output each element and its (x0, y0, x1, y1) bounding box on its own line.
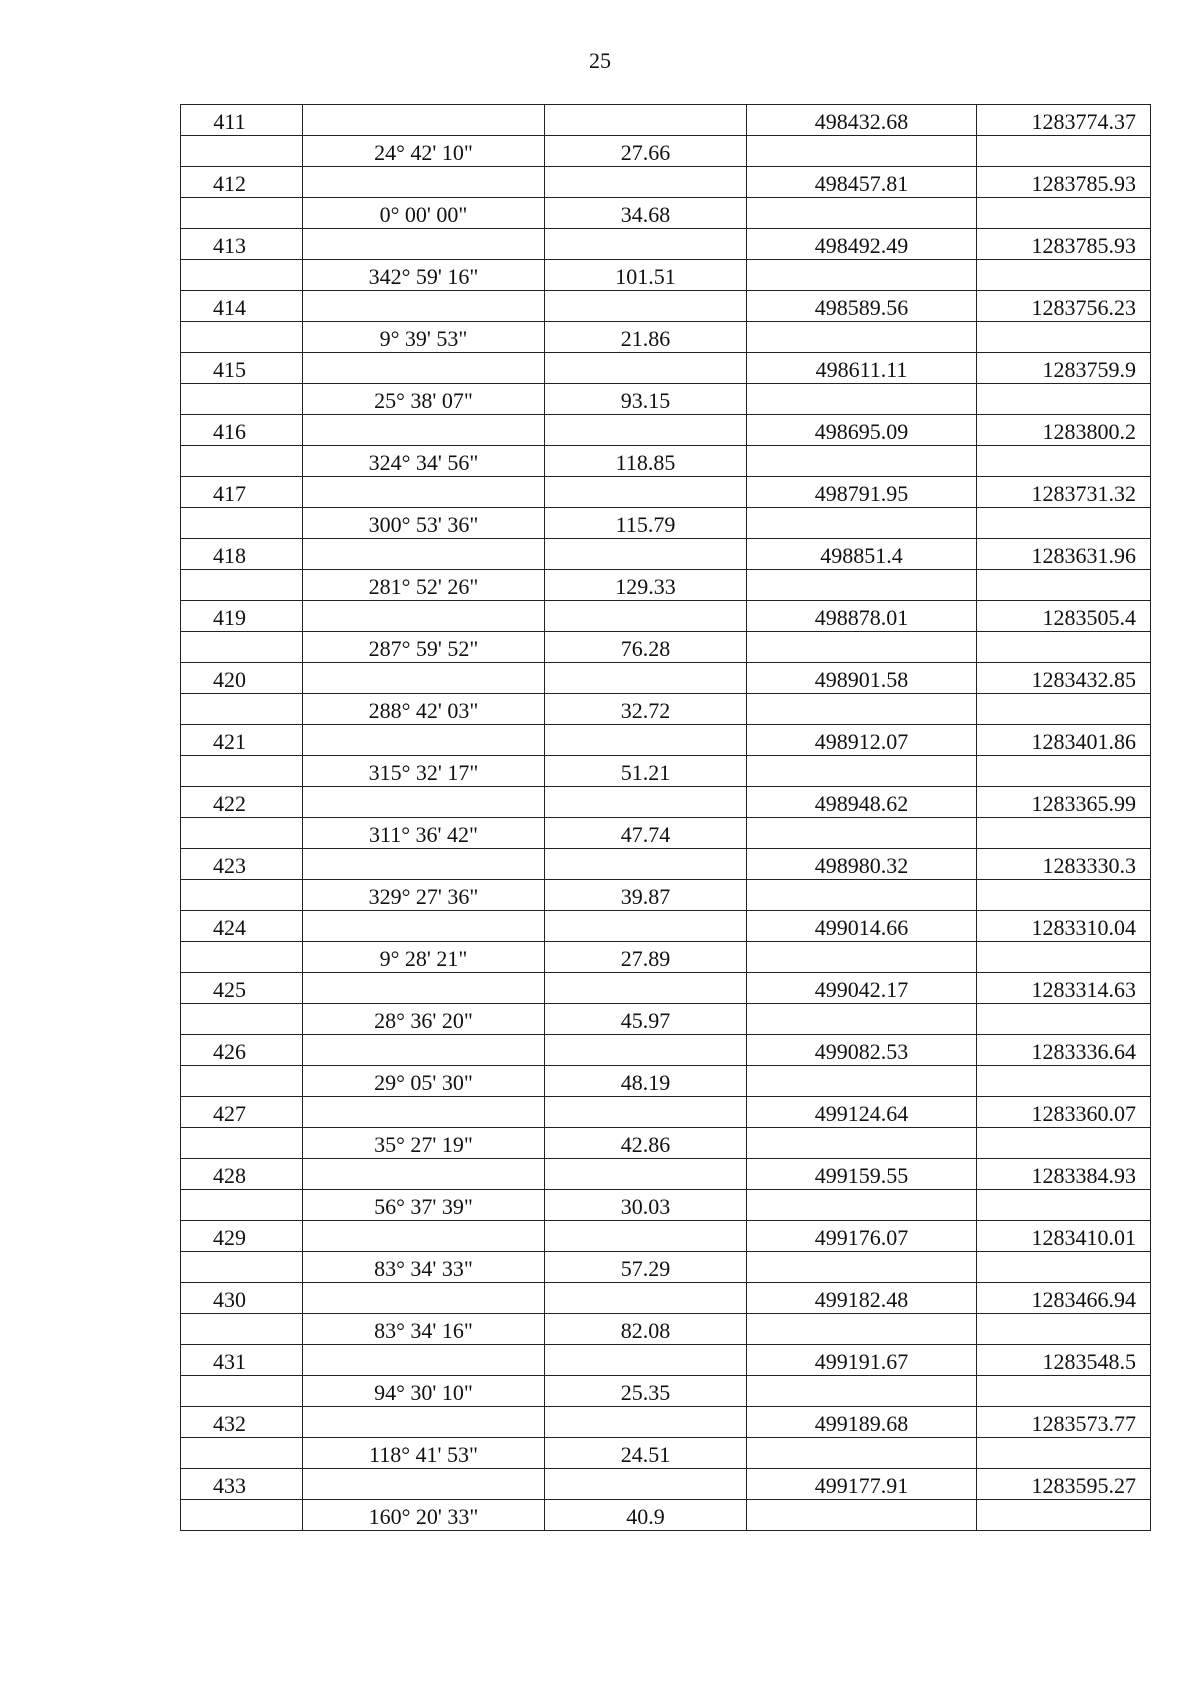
y-coordinate-cell (977, 880, 1151, 911)
x-coordinate-cell: 499042.17 (747, 973, 977, 1004)
point-row (181, 1407, 1151, 1438)
distance-cell: 47.74 (545, 818, 747, 849)
x-coordinate-cell: 498980.32 (747, 849, 977, 880)
point-number-cell: 421 (181, 725, 303, 756)
y-coordinate-cell: 1283631.96 (977, 539, 1151, 570)
y-coordinate-cell: 1283785.93 (977, 167, 1151, 198)
point-number-cell (181, 1500, 303, 1531)
angle-cell (303, 911, 545, 942)
angle-cell: 24° 42' 10" (303, 136, 545, 167)
distance-cell (545, 1097, 747, 1128)
segment-row (181, 1376, 1151, 1407)
y-coordinate-cell (977, 694, 1151, 725)
coordinates-table-body (181, 105, 1151, 1531)
y-coordinate-cell: 1283310.04 (977, 911, 1151, 942)
angle-cell: 287° 59' 52" (303, 632, 545, 663)
angle-cell (303, 849, 545, 880)
segment-row (181, 694, 1151, 725)
x-coordinate-cell: 499159.55 (747, 1159, 977, 1190)
angle-cell: 56° 37' 39" (303, 1190, 545, 1221)
angle-cell (303, 1345, 545, 1376)
segment-row (181, 322, 1151, 353)
x-coordinate-cell (747, 1004, 977, 1035)
y-coordinate-cell (977, 1066, 1151, 1097)
angle-cell (303, 415, 545, 446)
y-coordinate-cell: 1283731.32 (977, 477, 1151, 508)
distance-cell: 48.19 (545, 1066, 747, 1097)
x-coordinate-cell (747, 508, 977, 539)
distance-cell (545, 229, 747, 260)
angle-cell (303, 1159, 545, 1190)
y-coordinate-cell (977, 1314, 1151, 1345)
point-number-cell: 427 (181, 1097, 303, 1128)
point-number-cell (181, 880, 303, 911)
point-row (181, 415, 1151, 446)
point-number-cell (181, 384, 303, 415)
angle-cell (303, 1035, 545, 1066)
y-coordinate-cell (977, 198, 1151, 229)
distance-cell (545, 291, 747, 322)
angle-cell (303, 1283, 545, 1314)
point-number-cell: 415 (181, 353, 303, 384)
point-number-cell (181, 1066, 303, 1097)
y-coordinate-cell: 1283330.3 (977, 849, 1151, 880)
point-number-cell: 414 (181, 291, 303, 322)
angle-cell: 83° 34' 16" (303, 1314, 545, 1345)
point-number-cell: 429 (181, 1221, 303, 1252)
y-coordinate-cell: 1283573.77 (977, 1407, 1151, 1438)
segment-row (181, 756, 1151, 787)
x-coordinate-cell: 499191.67 (747, 1345, 977, 1376)
x-coordinate-cell (747, 1066, 977, 1097)
y-coordinate-cell: 1283800.2 (977, 415, 1151, 446)
angle-cell (303, 477, 545, 508)
segment-row (181, 1190, 1151, 1221)
distance-cell: 76.28 (545, 632, 747, 663)
point-row (181, 1283, 1151, 1314)
y-coordinate-cell: 1283548.5 (977, 1345, 1151, 1376)
segment-row (181, 570, 1151, 601)
distance-cell: 42.86 (545, 1128, 747, 1159)
x-coordinate-cell (747, 632, 977, 663)
point-row (181, 477, 1151, 508)
distance-cell: 30.03 (545, 1190, 747, 1221)
distance-cell: 129.33 (545, 570, 747, 601)
segment-row (181, 384, 1151, 415)
point-number-cell (181, 322, 303, 353)
distance-cell: 25.35 (545, 1376, 747, 1407)
distance-cell: 27.89 (545, 942, 747, 973)
x-coordinate-cell (747, 322, 977, 353)
x-coordinate-cell: 498457.81 (747, 167, 977, 198)
point-number-cell: 426 (181, 1035, 303, 1066)
angle-cell (303, 539, 545, 570)
x-coordinate-cell: 499014.66 (747, 911, 977, 942)
angle-cell (303, 1221, 545, 1252)
y-coordinate-cell: 1283759.9 (977, 353, 1151, 384)
x-coordinate-cell (747, 446, 977, 477)
x-coordinate-cell (747, 198, 977, 229)
point-number-cell: 417 (181, 477, 303, 508)
x-coordinate-cell (747, 1190, 977, 1221)
point-row (181, 229, 1151, 260)
point-number-cell (181, 694, 303, 725)
x-coordinate-cell (747, 1128, 977, 1159)
x-coordinate-cell: 499177.91 (747, 1469, 977, 1500)
segment-row (181, 1004, 1151, 1035)
segment-row (181, 508, 1151, 539)
distance-cell: 115.79 (545, 508, 747, 539)
y-coordinate-cell: 1283432.85 (977, 663, 1151, 694)
y-coordinate-cell (977, 1500, 1151, 1531)
x-coordinate-cell: 499176.07 (747, 1221, 977, 1252)
point-number-cell: 412 (181, 167, 303, 198)
angle-cell (303, 167, 545, 198)
point-row (181, 1035, 1151, 1066)
angle-cell: 35° 27' 19" (303, 1128, 545, 1159)
x-coordinate-cell (747, 136, 977, 167)
x-coordinate-cell (747, 942, 977, 973)
angle-cell (303, 787, 545, 818)
x-coordinate-cell (747, 384, 977, 415)
distance-cell: 51.21 (545, 756, 747, 787)
y-coordinate-cell (977, 1252, 1151, 1283)
distance-cell (545, 1345, 747, 1376)
y-coordinate-cell (977, 260, 1151, 291)
y-coordinate-cell (977, 756, 1151, 787)
angle-cell: 118° 41' 53" (303, 1438, 545, 1469)
distance-cell (545, 1469, 747, 1500)
distance-cell: 39.87 (545, 880, 747, 911)
point-number-cell (181, 198, 303, 229)
point-number-cell (181, 570, 303, 601)
angle-cell (303, 1469, 545, 1500)
angle-cell (303, 291, 545, 322)
x-coordinate-cell: 498611.11 (747, 353, 977, 384)
y-coordinate-cell: 1283466.94 (977, 1283, 1151, 1314)
y-coordinate-cell (977, 1376, 1151, 1407)
distance-cell (545, 1035, 747, 1066)
y-coordinate-cell (977, 818, 1151, 849)
distance-cell: 27.66 (545, 136, 747, 167)
distance-cell: 118.85 (545, 446, 747, 477)
x-coordinate-cell: 499082.53 (747, 1035, 977, 1066)
angle-cell: 160° 20' 33" (303, 1500, 545, 1531)
x-coordinate-cell: 498901.58 (747, 663, 977, 694)
point-number-cell (181, 632, 303, 663)
distance-cell (545, 601, 747, 632)
y-coordinate-cell (977, 322, 1151, 353)
y-coordinate-cell: 1283314.63 (977, 973, 1151, 1004)
coordinates-table (180, 104, 1151, 1531)
segment-row (181, 1314, 1151, 1345)
point-row (181, 1345, 1151, 1376)
angle-cell: 324° 34' 56" (303, 446, 545, 477)
point-number-cell: 420 (181, 663, 303, 694)
y-coordinate-cell (977, 1190, 1151, 1221)
y-coordinate-cell: 1283365.99 (977, 787, 1151, 818)
y-coordinate-cell: 1283785.93 (977, 229, 1151, 260)
distance-cell (545, 539, 747, 570)
distance-cell (545, 1221, 747, 1252)
angle-cell: 288° 42' 03" (303, 694, 545, 725)
x-coordinate-cell: 499124.64 (747, 1097, 977, 1128)
x-coordinate-cell: 498791.95 (747, 477, 977, 508)
y-coordinate-cell (977, 384, 1151, 415)
x-coordinate-cell (747, 756, 977, 787)
y-coordinate-cell: 1283595.27 (977, 1469, 1151, 1500)
angle-cell: 29° 05' 30" (303, 1066, 545, 1097)
y-coordinate-cell (977, 942, 1151, 973)
angle-cell: 315° 32' 17" (303, 756, 545, 787)
x-coordinate-cell: 498851.4 (747, 539, 977, 570)
point-number-cell: 411 (181, 105, 303, 136)
angle-cell (303, 105, 545, 136)
segment-row (181, 632, 1151, 663)
point-row (181, 725, 1151, 756)
distance-cell: 21.86 (545, 322, 747, 353)
point-number-cell: 425 (181, 973, 303, 1004)
point-number-cell (181, 260, 303, 291)
point-number-cell (181, 1190, 303, 1221)
y-coordinate-cell: 1283505.4 (977, 601, 1151, 632)
x-coordinate-cell (747, 1252, 977, 1283)
x-coordinate-cell: 498492.49 (747, 229, 977, 260)
distance-cell: 24.51 (545, 1438, 747, 1469)
x-coordinate-cell: 498948.62 (747, 787, 977, 818)
angle-cell (303, 229, 545, 260)
point-number-cell (181, 942, 303, 973)
y-coordinate-cell (977, 136, 1151, 167)
point-row (181, 973, 1151, 1004)
angle-cell (303, 663, 545, 694)
angle-cell (303, 353, 545, 384)
point-number-cell (181, 1438, 303, 1469)
point-number-cell (181, 1376, 303, 1407)
angle-cell (303, 973, 545, 1004)
distance-cell: 93.15 (545, 384, 747, 415)
distance-cell (545, 353, 747, 384)
x-coordinate-cell (747, 694, 977, 725)
distance-cell: 101.51 (545, 260, 747, 291)
point-number-cell: 432 (181, 1407, 303, 1438)
angle-cell (303, 725, 545, 756)
distance-cell: 57.29 (545, 1252, 747, 1283)
angle-cell: 94° 30' 10" (303, 1376, 545, 1407)
point-number-cell: 423 (181, 849, 303, 880)
point-number-cell (181, 1128, 303, 1159)
point-number-cell (181, 818, 303, 849)
point-number-cell (181, 1004, 303, 1035)
x-coordinate-cell (747, 1376, 977, 1407)
angle-cell: 28° 36' 20" (303, 1004, 545, 1035)
distance-cell (545, 1159, 747, 1190)
distance-cell (545, 725, 747, 756)
y-coordinate-cell (977, 508, 1151, 539)
point-number-cell: 431 (181, 1345, 303, 1376)
segment-row (181, 1438, 1151, 1469)
y-coordinate-cell (977, 1128, 1151, 1159)
angle-cell: 329° 27' 36" (303, 880, 545, 911)
distance-cell: 32.72 (545, 694, 747, 725)
point-row (181, 787, 1151, 818)
angle-cell: 342° 59' 16" (303, 260, 545, 291)
x-coordinate-cell: 498589.56 (747, 291, 977, 322)
point-number-cell: 433 (181, 1469, 303, 1500)
x-coordinate-cell: 499189.68 (747, 1407, 977, 1438)
point-number-cell: 430 (181, 1283, 303, 1314)
distance-cell (545, 973, 747, 1004)
point-number-cell: 422 (181, 787, 303, 818)
y-coordinate-cell: 1283756.23 (977, 291, 1151, 322)
y-coordinate-cell (977, 1438, 1151, 1469)
point-number-cell (181, 756, 303, 787)
point-row (181, 167, 1151, 198)
x-coordinate-cell: 498878.01 (747, 601, 977, 632)
x-coordinate-cell (747, 1438, 977, 1469)
distance-cell: 45.97 (545, 1004, 747, 1035)
angle-cell (303, 1407, 545, 1438)
angle-cell (303, 1097, 545, 1128)
distance-cell (545, 477, 747, 508)
x-coordinate-cell (747, 880, 977, 911)
y-coordinate-cell: 1283401.86 (977, 725, 1151, 756)
angle-cell: 9° 39' 53" (303, 322, 545, 353)
distance-cell (545, 105, 747, 136)
distance-cell (545, 663, 747, 694)
point-number-cell: 424 (181, 911, 303, 942)
angle-cell: 300° 53' 36" (303, 508, 545, 539)
page-number: 25 (589, 48, 611, 73)
y-coordinate-cell: 1283360.07 (977, 1097, 1151, 1128)
point-number-cell (181, 508, 303, 539)
y-coordinate-cell: 1283410.01 (977, 1221, 1151, 1252)
y-coordinate-cell (977, 632, 1151, 663)
angle-cell: 0° 00' 00" (303, 198, 545, 229)
angle-cell (303, 601, 545, 632)
distance-cell (545, 849, 747, 880)
y-coordinate-cell (977, 1004, 1151, 1035)
angle-cell: 311° 36' 42" (303, 818, 545, 849)
y-coordinate-cell (977, 570, 1151, 601)
distance-cell: 40.9 (545, 1500, 747, 1531)
angle-cell: 25° 38' 07" (303, 384, 545, 415)
point-number-cell: 418 (181, 539, 303, 570)
x-coordinate-cell (747, 260, 977, 291)
x-coordinate-cell: 498432.68 (747, 105, 977, 136)
point-number-cell: 416 (181, 415, 303, 446)
distance-cell (545, 1283, 747, 1314)
segment-row (181, 1252, 1151, 1283)
point-number-cell (181, 1252, 303, 1283)
segment-row (181, 198, 1151, 229)
point-row (181, 663, 1151, 694)
point-row (181, 353, 1151, 384)
segment-row (181, 1128, 1151, 1159)
point-row (181, 291, 1151, 322)
segment-row (181, 446, 1151, 477)
point-row (181, 911, 1151, 942)
point-row (181, 601, 1151, 632)
x-coordinate-cell (747, 1500, 977, 1531)
distance-cell: 82.08 (545, 1314, 747, 1345)
segment-row (181, 942, 1151, 973)
distance-cell (545, 167, 747, 198)
point-row (181, 1097, 1151, 1128)
angle-cell: 281° 52' 26" (303, 570, 545, 601)
x-coordinate-cell (747, 570, 977, 601)
segment-row (181, 1500, 1151, 1531)
segment-row (181, 818, 1151, 849)
x-coordinate-cell: 498912.07 (747, 725, 977, 756)
distance-cell (545, 1407, 747, 1438)
y-coordinate-cell (977, 446, 1151, 477)
y-coordinate-cell: 1283336.64 (977, 1035, 1151, 1066)
segment-row (181, 880, 1151, 911)
point-row (181, 1159, 1151, 1190)
point-row (181, 1221, 1151, 1252)
angle-cell: 9° 28' 21" (303, 942, 545, 973)
x-coordinate-cell: 498695.09 (747, 415, 977, 446)
point-row (181, 849, 1151, 880)
segment-row (181, 260, 1151, 291)
point-number-cell: 428 (181, 1159, 303, 1190)
point-number-cell (181, 136, 303, 167)
point-row (181, 539, 1151, 570)
x-coordinate-cell (747, 818, 977, 849)
point-row (181, 105, 1151, 136)
segment-row (181, 1066, 1151, 1097)
segment-row (181, 136, 1151, 167)
distance-cell (545, 415, 747, 446)
distance-cell (545, 787, 747, 818)
point-row (181, 1469, 1151, 1500)
distance-cell: 34.68 (545, 198, 747, 229)
y-coordinate-cell: 1283384.93 (977, 1159, 1151, 1190)
distance-cell (545, 911, 747, 942)
y-coordinate-cell: 1283774.37 (977, 105, 1151, 136)
point-number-cell (181, 1314, 303, 1345)
x-coordinate-cell (747, 1314, 977, 1345)
angle-cell: 83° 34' 33" (303, 1252, 545, 1283)
point-number-cell: 419 (181, 601, 303, 632)
coordinates-table-container (180, 104, 1150, 1531)
x-coordinate-cell: 499182.48 (747, 1283, 977, 1314)
point-number-cell: 413 (181, 229, 303, 260)
point-number-cell (181, 446, 303, 477)
